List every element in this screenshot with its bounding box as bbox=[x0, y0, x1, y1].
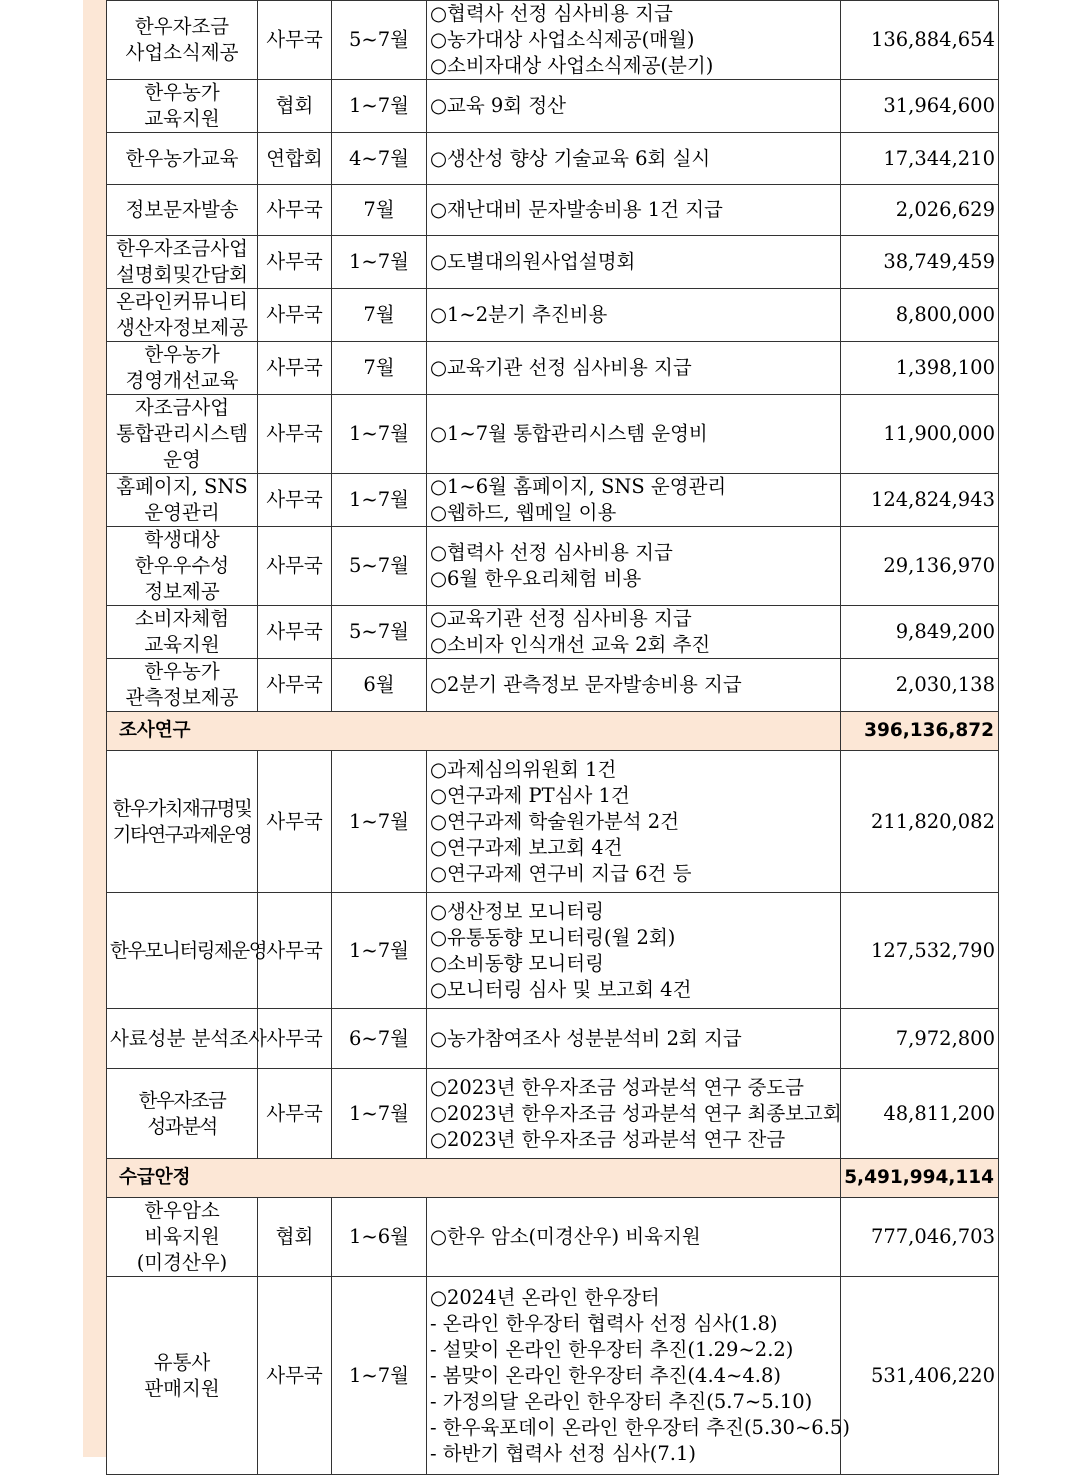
cell-line: ○웹하드, 웹메일 이용 bbox=[430, 501, 617, 524]
period-cell: 7월 bbox=[332, 185, 427, 236]
description-cell bbox=[427, 395, 841, 474]
organization-cell: 사무국 bbox=[258, 289, 332, 342]
description-cell bbox=[427, 527, 841, 606]
table-row bbox=[107, 751, 999, 893]
amount-cell: 211,820,082 bbox=[841, 751, 999, 893]
cell-line: ○2분기 관측정보 문자발송비용 지급 bbox=[430, 673, 742, 696]
cell-line: 생산자정보제공 bbox=[116, 316, 248, 339]
amount-cell: 11,900,000 bbox=[841, 395, 999, 474]
cell-line: ○1~2분기 추진비용 bbox=[430, 303, 608, 326]
project-name-cell bbox=[107, 342, 258, 395]
cell-line: ○연구과제 PT심사 1건 bbox=[430, 783, 630, 807]
period-cell: 1~7월 bbox=[332, 474, 427, 527]
table-row bbox=[107, 395, 999, 474]
cell-line: 통합관리시스템 bbox=[116, 422, 248, 445]
cell-line: 운영 bbox=[163, 448, 201, 471]
organization-cell: 사무국 bbox=[258, 395, 332, 474]
cell-line: ○소비동향 모니터링 bbox=[430, 951, 604, 975]
period-cell: 1~7월 bbox=[332, 751, 427, 893]
project-name-cell bbox=[107, 289, 258, 342]
cell-line: ○모니터링 심사 및 보고회 4건 bbox=[430, 977, 692, 1001]
description-cell bbox=[427, 133, 841, 185]
cell-line: 한우자조금 bbox=[138, 1088, 226, 1112]
cell-line: - 설맞이 온라인 한우장터 추진(1.29~2.2) bbox=[430, 1337, 794, 1361]
cell-line: 소비자체험 bbox=[134, 607, 230, 630]
table-row bbox=[107, 289, 999, 342]
project-name-cell bbox=[107, 236, 258, 289]
cell-line: - 온라인 한우장터 협력사 선정 심사(1.8) bbox=[430, 1311, 778, 1335]
organization-cell: 사무국 bbox=[258, 474, 332, 527]
cell-line: 홈페이지, SNS bbox=[116, 475, 248, 498]
amount-cell: 7,972,800 bbox=[841, 1009, 999, 1069]
cell-line: ○2023년 한우자조금 성과분석 연구 잔금 bbox=[430, 1127, 786, 1151]
organization-cell: 사무국 bbox=[258, 1009, 332, 1069]
description-cell bbox=[427, 1277, 850, 1475]
amount-cell: 127,532,790 bbox=[841, 893, 999, 1009]
cell-line: 비육지원 bbox=[144, 1225, 220, 1248]
project-name-cell bbox=[107, 80, 258, 133]
table-row bbox=[107, 80, 999, 133]
cell-line: 온라인커뮤니티 bbox=[116, 290, 248, 313]
cell-line: ○과제심의위원회 1건 bbox=[430, 757, 617, 781]
cell-line: ○연구과제 연구비 지급 6건 등 bbox=[430, 861, 692, 885]
cell-line: 한우농가 bbox=[144, 343, 220, 366]
description-cell bbox=[427, 185, 841, 236]
description-cell bbox=[427, 80, 841, 133]
amount-cell: 2,026,629 bbox=[841, 185, 999, 236]
amount-cell: 48,811,200 bbox=[841, 1069, 999, 1159]
budget-table bbox=[106, 0, 999, 1475]
table-row bbox=[107, 606, 999, 659]
cell-line: - 하반기 협력사 선정 심사(7.1) bbox=[430, 1441, 696, 1465]
description-cell bbox=[427, 289, 841, 342]
description-cell bbox=[427, 1198, 841, 1277]
amount-cell: 136,884,654 bbox=[841, 1, 999, 80]
description-cell bbox=[427, 751, 841, 893]
organization-cell: 사무국 bbox=[258, 659, 332, 712]
description-cell bbox=[427, 659, 841, 712]
cell-line: 자조금사업 bbox=[134, 396, 230, 419]
period-cell: 1~6월 bbox=[332, 1198, 427, 1277]
amount-cell: 9,849,200 bbox=[841, 606, 999, 659]
description-cell bbox=[427, 1069, 841, 1159]
amount-cell: 531,406,220 bbox=[841, 1277, 999, 1475]
section-header-supply bbox=[107, 1159, 999, 1198]
cell-line: 운영관리 bbox=[144, 501, 220, 524]
organization-cell: 사무국 bbox=[258, 527, 332, 606]
cell-line: 성과분석 bbox=[147, 1114, 217, 1138]
period-cell: 1~7월 bbox=[332, 893, 427, 1009]
table-row bbox=[107, 893, 999, 1009]
organization-cell: 협회 bbox=[258, 80, 332, 133]
project-name-cell bbox=[107, 527, 258, 606]
table-row bbox=[107, 659, 999, 712]
table-row bbox=[107, 1069, 999, 1159]
cell-line: ○협력사 선정 심사비용 지급 bbox=[430, 2, 673, 25]
cell-line: ○도별대의원사업설명회 bbox=[430, 250, 636, 273]
cell-line: 판매지원 bbox=[144, 1376, 220, 1400]
description-cell bbox=[427, 1, 841, 80]
cell-line: ○유통동향 모니터링(월 2회) bbox=[430, 925, 676, 949]
cell-line: ○생산성 향상 기술교육 6회 실시 bbox=[430, 146, 711, 170]
period-cell: 1~7월 bbox=[332, 80, 427, 133]
cell-line: 정보제공 bbox=[144, 580, 220, 603]
cell-line: 교육지원 bbox=[144, 107, 220, 130]
cell-line: ○2024년 온라인 한우장터 bbox=[430, 1285, 660, 1309]
project-name-cell bbox=[107, 185, 258, 236]
cell-line: - 한우육포데이 온라인 한우장터 추진(5.30~6.5) bbox=[430, 1415, 850, 1439]
cell-line: 사업소식제공 bbox=[125, 41, 239, 64]
amount-cell: 31,964,600 bbox=[841, 80, 999, 133]
cell-line: (미경산우) bbox=[136, 1251, 228, 1274]
cell-line: 관측정보제공 bbox=[125, 686, 239, 709]
amount-cell: 17,344,210 bbox=[841, 133, 999, 185]
amount-cell: 38,749,459 bbox=[841, 236, 999, 289]
table-row bbox=[107, 474, 999, 527]
table-row bbox=[107, 185, 999, 236]
table-row bbox=[107, 342, 999, 395]
amount-cell: 124,824,943 bbox=[841, 474, 999, 527]
cell-line: 교육지원 bbox=[144, 633, 220, 656]
cell-line: 학생대상 bbox=[144, 528, 220, 551]
organization-cell: 사무국 bbox=[258, 1277, 332, 1475]
cell-line: 기타연구과제운영 bbox=[112, 822, 252, 846]
organization-cell: 사무국 bbox=[258, 751, 332, 893]
project-name-cell bbox=[107, 1277, 258, 1475]
cell-line: 한우암소 bbox=[144, 1199, 220, 1222]
period-cell: 1~7월 bbox=[332, 395, 427, 474]
project-name-cell bbox=[107, 1069, 258, 1159]
cell-line: 한우모니터링제운영 bbox=[110, 938, 267, 962]
cell-line: ○농가대상 사업소식제공(매월) bbox=[430, 28, 695, 51]
organization-cell: 사무국 bbox=[258, 893, 332, 1009]
description-cell bbox=[427, 893, 841, 1009]
section-label: 수급안정 bbox=[107, 1159, 841, 1198]
project-name-cell bbox=[107, 474, 258, 527]
cell-line: ○재난대비 문자발송비용 1건 지급 bbox=[430, 198, 723, 221]
project-name-cell bbox=[107, 606, 258, 659]
cell-line: ○1~7월 통합관리시스템 운영비 bbox=[430, 422, 708, 445]
table-row bbox=[107, 1009, 999, 1069]
cell-line: 한우우수성 bbox=[134, 554, 230, 577]
project-name-cell bbox=[107, 893, 267, 1009]
table-row bbox=[107, 1277, 999, 1475]
organization-cell: 사무국 bbox=[258, 185, 332, 236]
project-name-cell bbox=[107, 751, 258, 893]
project-name-cell bbox=[107, 659, 258, 712]
cell-line: ○교육기관 선정 심사비용 지급 bbox=[430, 356, 692, 379]
cell-line: 정보문자발송 bbox=[125, 198, 239, 221]
section-label: 조사연구 bbox=[107, 712, 841, 751]
period-cell: 7월 bbox=[332, 342, 427, 395]
project-name-cell bbox=[107, 1198, 258, 1277]
description-cell bbox=[427, 342, 841, 395]
cell-line: - 봄맞이 온라인 한우장터 추진(4.4~4.8) bbox=[430, 1363, 782, 1387]
table-row bbox=[107, 133, 999, 185]
amount-cell: 1,398,100 bbox=[841, 342, 999, 395]
cell-line: 사료성분 분석조사 bbox=[110, 1026, 267, 1050]
cell-line: 한우농가 bbox=[144, 660, 220, 683]
cell-line: ○소비자대상 사업소식제공(분기) bbox=[430, 54, 714, 77]
description-cell bbox=[427, 236, 841, 289]
organization-cell: 사무국 bbox=[258, 606, 332, 659]
amount-cell: 8,800,000 bbox=[841, 289, 999, 342]
organization-cell: 연합회 bbox=[258, 133, 332, 185]
period-cell: 5~7월 bbox=[332, 527, 427, 606]
organization-cell: 협회 bbox=[258, 1198, 332, 1277]
table-row bbox=[107, 236, 999, 289]
cell-line: ○1~6월 홈페이지, SNS 운영관리 bbox=[430, 475, 727, 498]
organization-cell: 사무국 bbox=[258, 342, 332, 395]
period-cell: 5~7월 bbox=[332, 1, 427, 80]
cell-line: 설명회및간담회 bbox=[116, 263, 248, 286]
organization-cell: 사무국 bbox=[258, 236, 332, 289]
amount-cell: 29,136,970 bbox=[841, 527, 999, 606]
project-name-cell bbox=[107, 395, 258, 474]
period-cell: 1~7월 bbox=[332, 1277, 427, 1475]
cell-line: ○2023년 한우자조금 성과분석 연구 최종보고회 bbox=[430, 1101, 842, 1125]
cell-line: 경영개선교육 bbox=[125, 369, 239, 392]
amount-cell: 2,030,138 bbox=[841, 659, 999, 712]
cell-line: 한우농가교육 bbox=[125, 146, 239, 170]
period-cell: 4~7월 bbox=[332, 133, 427, 185]
period-cell: 7월 bbox=[332, 289, 427, 342]
description-cell bbox=[427, 606, 841, 659]
cell-line: 유통사 bbox=[153, 1350, 211, 1374]
description-cell bbox=[427, 1009, 841, 1069]
description-cell bbox=[427, 474, 841, 527]
cell-line: ○6월 한우요리체험 비용 bbox=[430, 567, 642, 590]
period-cell: 6~7월 bbox=[332, 1009, 427, 1069]
table-row bbox=[107, 527, 999, 606]
cell-line: ○소비자 인식개선 교육 2회 추진 bbox=[430, 633, 711, 656]
cell-line: ○교육기관 선정 심사비용 지급 bbox=[430, 607, 692, 630]
section-amount: 5,491,994,114 bbox=[841, 1159, 999, 1198]
cell-line: ○협력사 선정 심사비용 지급 bbox=[430, 541, 673, 564]
table-row bbox=[107, 1, 999, 80]
cell-line: ○한우 암소(미경산우) 비육지원 bbox=[430, 1225, 701, 1248]
organization-cell: 사무국 bbox=[258, 1, 332, 80]
cell-line: ○연구과제 보고회 4건 bbox=[430, 835, 623, 859]
period-cell: 5~7월 bbox=[332, 606, 427, 659]
section-header-research bbox=[107, 712, 999, 751]
cell-line: 한우농가 bbox=[144, 81, 220, 104]
cell-line: 한우가치재규명및 bbox=[112, 796, 252, 820]
cell-line: ○농가참여조사 성분분석비 2회 지급 bbox=[430, 1026, 742, 1050]
project-name-cell bbox=[107, 133, 258, 185]
table-row bbox=[107, 1198, 999, 1277]
project-name-cell bbox=[107, 1, 258, 80]
project-name-cell bbox=[107, 1009, 267, 1069]
cell-line: ○2023년 한우자조금 성과분석 연구 중도금 bbox=[430, 1075, 804, 1099]
cell-line: ○생산정보 모니터링 bbox=[430, 899, 604, 923]
left-margin-stripe bbox=[83, 0, 106, 1457]
section-amount: 396,136,872 bbox=[841, 712, 999, 751]
cell-line: ○연구과제 학술원가분석 2건 bbox=[430, 809, 680, 833]
cell-line: 한우자조금사업 bbox=[116, 237, 248, 260]
cell-line: - 가정의달 온라인 한우장터 추진(5.7~5.10) bbox=[430, 1389, 813, 1413]
period-cell: 6월 bbox=[332, 659, 427, 712]
cell-line: ○교육 9회 정산 bbox=[430, 94, 567, 117]
period-cell: 1~7월 bbox=[332, 1069, 427, 1159]
organization-cell: 사무국 bbox=[258, 1069, 332, 1159]
cell-line: 한우자조금 bbox=[134, 15, 230, 38]
period-cell: 1~7월 bbox=[332, 236, 427, 289]
amount-cell: 777,046,703 bbox=[841, 1198, 999, 1277]
